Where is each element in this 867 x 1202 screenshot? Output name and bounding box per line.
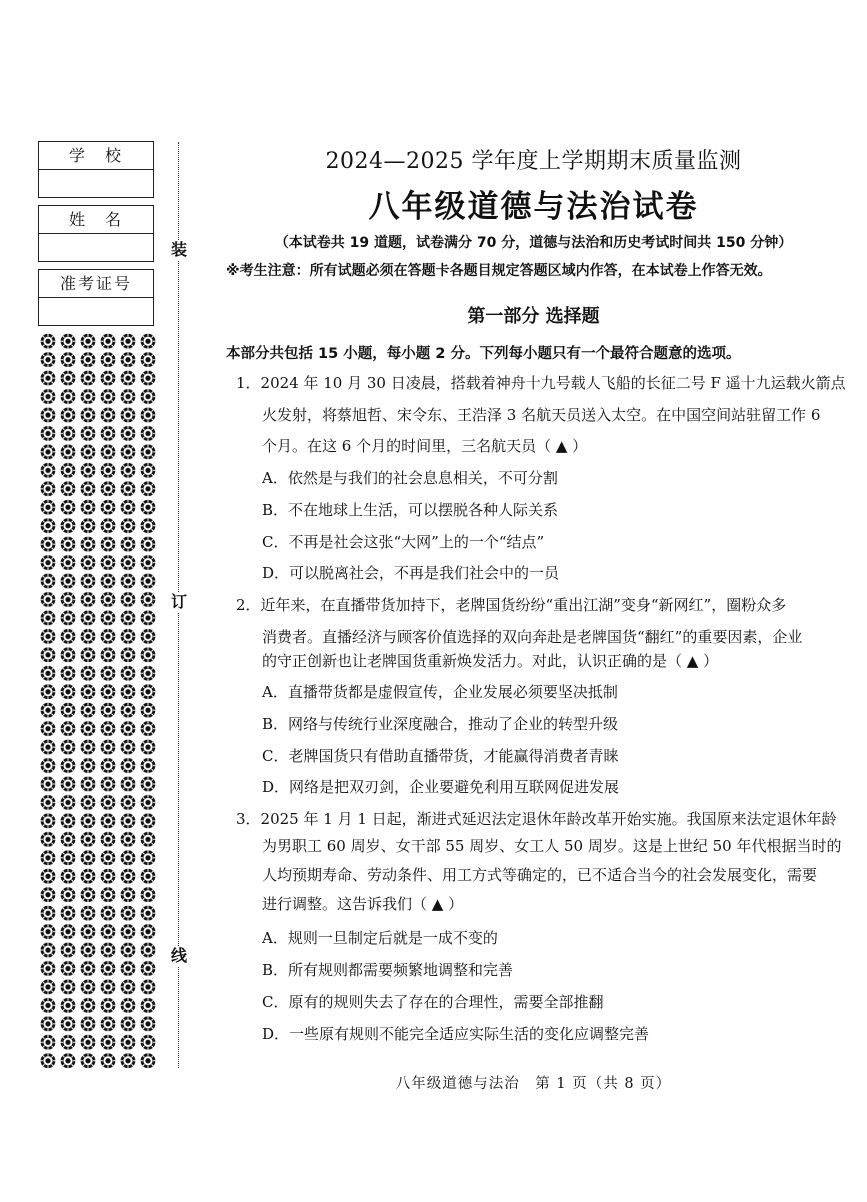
question-2-option-b: B．网络与传统行业深度融合，推动了企业的转型升级 — [262, 715, 619, 733]
question-3-option-b: B．所有规则都需要频繁地调整和完善 — [262, 961, 514, 979]
binding-char-zhuang: 装 — [171, 240, 188, 259]
question-3-option-a: A．规则一旦制定后就是一成不变的 — [262, 929, 498, 947]
question-1-option-a: A．依然是与我们的社会息息相关，不可分割 — [262, 469, 558, 487]
question-2-option-c: C．老牌国货只有借助直播带货，才能赢得消费者青睐 — [262, 747, 619, 765]
question-2-stem-line: 的守正创新也让老牌国货重新焕发活力。对此，认识正确的是（ ▲ ） — [262, 652, 719, 670]
question-1-option-b: B．不在地球上生活，可以摆脱各种人际关系 — [262, 501, 559, 519]
exam-id-label: 准考证号 — [39, 270, 153, 298]
question-3-option-c: C．原有的规则失去了存在的合理性，需要全部推翻 — [262, 993, 604, 1011]
name-label: 姓 名 — [39, 206, 153, 234]
page-footer: 八年级道德与法治 第 1 页（共 8 页） — [395, 1076, 672, 1092]
school-label: 学 校 — [39, 142, 153, 170]
exam-notice: ※考生注意：所有试题必须在答题卡各题目规定答题区域内作答，在本试卷上作答无效。 — [226, 263, 772, 279]
name-field[interactable] — [38, 205, 154, 262]
name-blank[interactable] — [39, 234, 153, 261]
question-2-option-a: A．直播带货都是虚假宣传，企业发展必须要坚决抵制 — [262, 683, 618, 701]
question-1-stem-line: 火发射，将蔡旭哲、宋令东、王浩泽 3 名航天员送入太空。在中国空间站驻留工作 6 — [262, 406, 821, 424]
question-3-stem-line: 3．2025 年 1 月 1 日起，渐进式延迟法定退休年龄改革开始实施。我国原来法定退休年龄 — [236, 810, 837, 828]
question-3-stem-line: 进行调整。这告诉我们（ ▲ ） — [262, 895, 464, 913]
binding-char-xian: 线 — [171, 946, 188, 965]
question-1-stem-line: 1．2024 年 10 月 30 日凌晨，搭载着神舟十九号载人飞船的长征二号 F 遥十九运载火箭点 — [236, 374, 846, 392]
question-3-stem-line: 人均预期寿命、劳动条件、用工方式等确定的，已不适合当今的社会发展变化，需要 — [262, 866, 818, 884]
exam-info: （本试卷共 19 道题，试卷满分 70 分，道德与法治和历史考试时间共 150 分钟） — [274, 235, 793, 251]
question-1-stem-line: 个月。在这 6 个月的时间里，三名航天员（ ▲ ） — [262, 437, 588, 455]
exam-title-year: 2024—2025 学年度上学期期末质量监测 — [325, 149, 742, 174]
exam-id-field[interactable] — [38, 269, 154, 326]
question-2-stem-line: 2．近年来，在直播带货加持下，老牌国货纷纷“重出江湖”变身“新网红”，圈粉众多 — [236, 596, 787, 614]
exam-id-blank[interactable] — [39, 298, 153, 325]
binding-char-ding: 订 — [171, 592, 188, 611]
question-1-option-c: C．不再是社会这张“大网”上的一个“结点” — [262, 533, 545, 551]
question-1-option-d: D．可以脱离社会，不再是我们社会中的一员 — [262, 564, 560, 582]
school-blank[interactable] — [39, 170, 153, 197]
question-3-option-d: D．一些原有规则不能完全适应实际生活的变化应调整完善 — [262, 1025, 650, 1043]
question-3-stem-line: 为男职工 60 周岁、女干部 55 周岁、女工人 50 周岁。这是上世纪 50 年代根据当时的 — [262, 837, 842, 855]
section-intro: 本部分共包括 15 小题，每小题 2 分。下列每小题只有一个最符合题意的选项。 — [226, 346, 741, 362]
exam-title-subject: 八年级道德与法治试卷 — [368, 189, 699, 225]
question-2-stem-line: 消费者。直播经济与顾客价值选择的双向奔赴是老牌国货“翻红”的重要因素，企业 — [262, 628, 803, 646]
section-title: 第一部分 选择题 — [467, 306, 600, 327]
school-field[interactable] — [38, 141, 154, 198]
security-pattern-strip — [38, 332, 158, 1070]
question-2-option-d: D．网络是把双刃剑，企业要避免利用互联网促进发展 — [262, 778, 620, 796]
